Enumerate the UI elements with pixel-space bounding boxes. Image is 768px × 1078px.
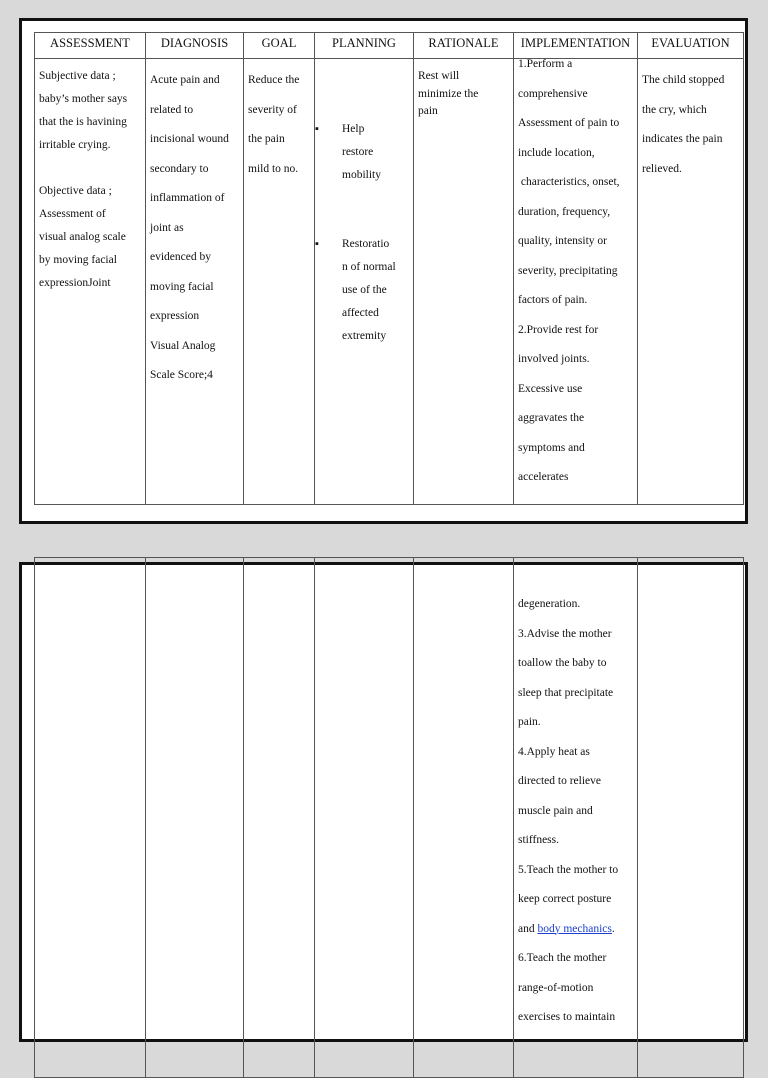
planning-cell bbox=[315, 558, 414, 1078]
goal-cell bbox=[244, 558, 315, 1078]
table-row bbox=[35, 558, 744, 1078]
header-goal: GOAL bbox=[244, 33, 315, 59]
header-implementation: IMPLEMENTATION bbox=[514, 33, 638, 59]
rationale-text: Rest will minimize the pain bbox=[418, 70, 479, 117]
header-assessment: ASSESSMENT bbox=[35, 33, 146, 59]
goal-cell bbox=[244, 59, 315, 505]
goal-text: Reduce the severity of the pain mild to no. bbox=[248, 74, 300, 175]
rationale-cell bbox=[414, 59, 514, 505]
implementation-text: 1.Perform a comprehensive Assessment of pain to include location, characteristics, onset, duration, frequency, quality, intensity or severity, precipitating factors of pain. 2.Provide rest for involved joints. Excessive use aggravates the symptoms and accelerates bbox=[518, 58, 620, 483]
nursing-care-plan-table bbox=[34, 32, 744, 505]
planning-item: ▪ Restoratio n of normal use of the affected extremity bbox=[326, 233, 413, 348]
planning-cell bbox=[315, 59, 414, 505]
implementation-text: degeneration. 3.Advise the mother toallow the baby to sleep that precipitate pain. 4.Apply heat as directed to relieve muscle pain and stiffness. 5.Teach the mother to keep correct posture and bbox=[518, 598, 619, 935]
table-row bbox=[35, 59, 744, 505]
table-header-row bbox=[35, 33, 744, 59]
evaluation-cell bbox=[638, 59, 744, 505]
assessment-cell bbox=[35, 558, 146, 1078]
header-rationale: RATIONALE bbox=[414, 33, 514, 59]
planning-list bbox=[315, 59, 413, 394]
implementation-cell bbox=[514, 59, 638, 505]
document-page-2 bbox=[19, 562, 748, 1042]
evaluation-text: The child stopped the cry, which indicates the pain relieved. bbox=[642, 74, 725, 175]
diagnosis-cell bbox=[146, 558, 244, 1078]
diagnosis-cell bbox=[146, 59, 244, 505]
nursing-care-plan-table-continued bbox=[34, 557, 744, 1078]
document-page-1 bbox=[19, 18, 748, 524]
header-diagnosis: DIAGNOSIS bbox=[146, 33, 244, 59]
planning-item: ▪ Help restore mobility bbox=[326, 118, 413, 187]
implementation-text: . 6.Teach the mother range-of-motion exercises to maintain bbox=[518, 922, 616, 1023]
assessment-text: Subjective data ; baby’s mother says that the is havining irritable crying. Objective data ; Assessment of visual analog scale by moving facial expressionJoint bbox=[39, 70, 128, 289]
diagnosis-text: Acute pain and related to incisional wound secondary to inflammation of joint as evidenced by moving facial expression Visual Analog Scale Score;4 bbox=[150, 74, 229, 381]
evaluation-cell bbox=[638, 558, 744, 1078]
implementation-cell bbox=[514, 558, 638, 1078]
body-mechanics-link[interactable]: body mechanics bbox=[537, 922, 612, 935]
header-planning: PLANNING bbox=[315, 33, 414, 59]
implementation-text-continued bbox=[514, 558, 637, 1033]
assessment-cell bbox=[35, 59, 146, 505]
rationale-cell bbox=[414, 558, 514, 1078]
header-evaluation: EVALUATION bbox=[638, 33, 744, 59]
